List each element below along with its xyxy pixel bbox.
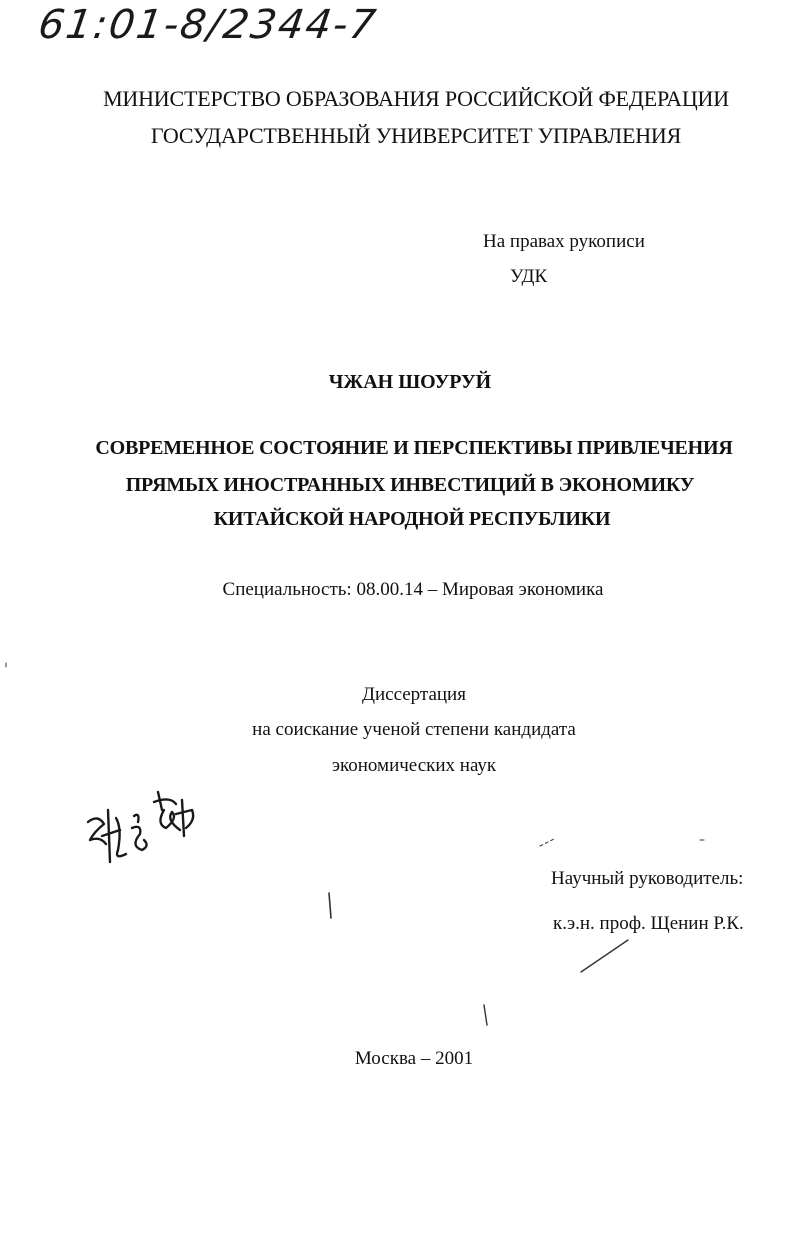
handwritten-signature [80,770,210,870]
supervisor-name: к.э.н. проф. Щенин Р.К. [553,913,744,934]
dissertation-title-line-3: КИТАЙСКОЙ НАРОДНОЙ РЕСПУБЛИКИ [213,508,611,530]
degree-line: на соискание ученой степени кандидата [252,719,576,740]
ministry-name: МИНИСТЕРСТВО ОБРАЗОВАНИЯ РОССИЙСКОЙ ФЕДЕРАЦИИ [103,86,729,111]
place-year: Москва – 2001 [354,1048,474,1069]
field-line: экономических наук [331,755,497,776]
dissertation-label: Диссертация [362,684,466,705]
university-name: ГОСУДАРСТВЕННЫЙ УНИВЕРСИТЕТ УПРАВЛЕНИЯ [150,123,682,148]
handwritten-archive-code: 61:01-8/2344-7 [35,2,381,48]
manuscript-rights-label: На правах рукописи [483,231,645,252]
dissertation-title-line-2: ПРЯМЫХ ИНОСТРАННЫХ ИНВЕСТИЦИЙ В ЭКОНОМИКУ [125,474,695,496]
supervisor-label: Научный руководитель: [551,868,744,889]
specialty-line: Специальность: 08.00.14 – Мировая экономика [222,579,604,600]
udc-label: УДК [510,266,548,287]
author-name: ЧЖАН ШОУРУЙ [328,371,492,393]
dissertation-title-line-1: СОВРЕМЕННОЕ СОСТОЯНИЕ И ПЕРСПЕКТИВЫ ПРИВЛЕЧЕНИЯ [95,437,733,459]
